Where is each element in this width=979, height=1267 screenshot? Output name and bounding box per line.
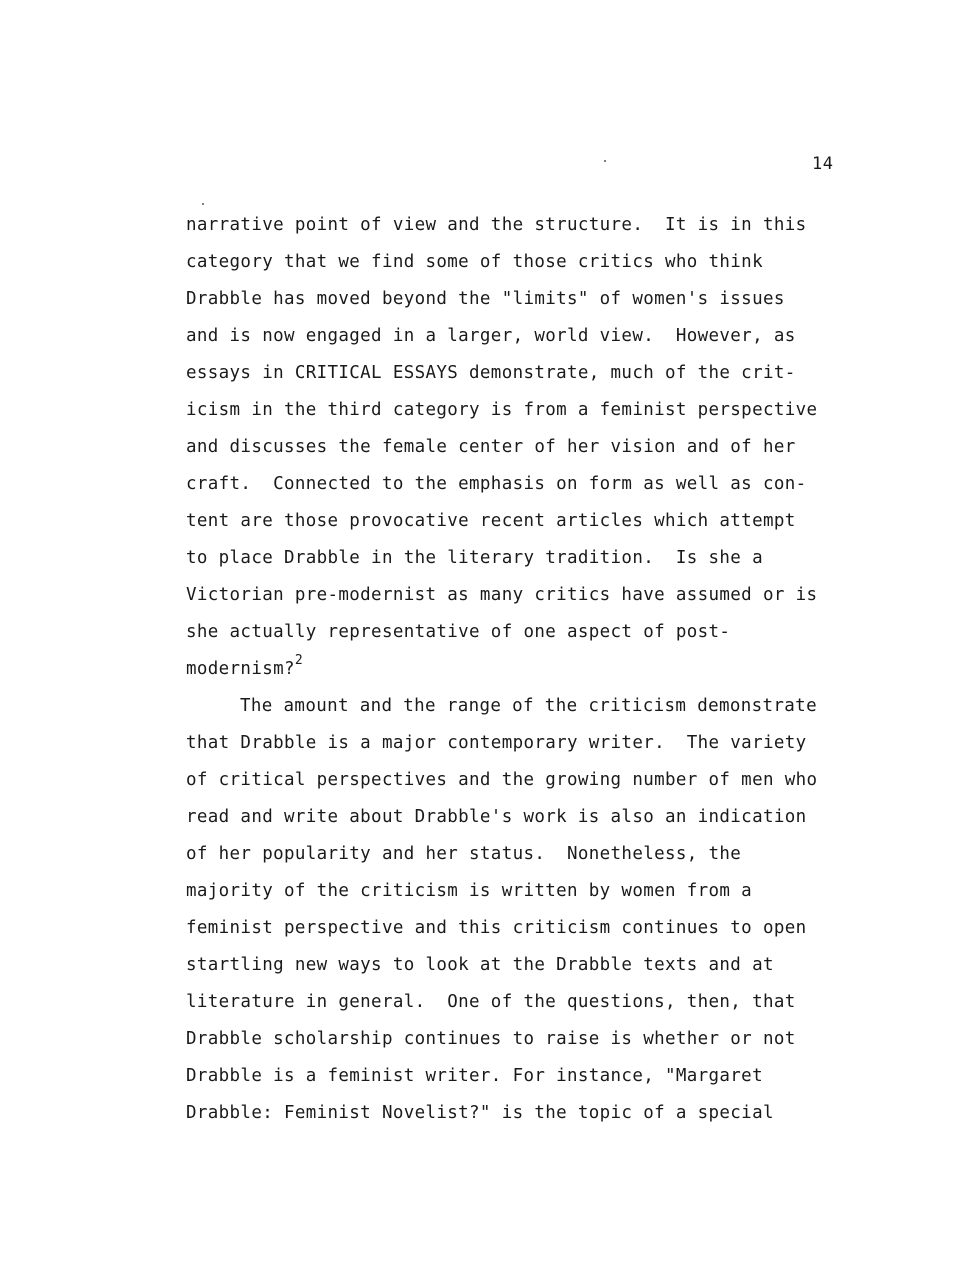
text-line-with-footnote	[186, 651, 866, 688]
text-line: essays in CRITICAL ESSAYS demonstrate, much of the crit-	[186, 363, 796, 383]
text-line: she actually representative of one aspect of post-	[186, 622, 731, 642]
text-line: and discusses the female center of her vision and of her	[186, 437, 796, 457]
scan-speck	[604, 160, 606, 162]
text-line-fragment: modernism?	[186, 659, 295, 679]
text-line: majority of the criticism is written by women from a	[186, 881, 753, 901]
text-line: literature in general. One of the questions, then, that	[186, 992, 796, 1012]
footnote-reference: 2	[294, 653, 304, 668]
text-line: category that we find some of those critics who think	[186, 252, 763, 272]
scan-speck	[202, 203, 204, 205]
text-line: tent are those provocative recent articles which attempt	[186, 511, 796, 531]
text-line: Drabble: Feminist Novelist?" is the topic of a special	[186, 1103, 774, 1123]
paragraph-start-line: The amount and the range of the criticism demonstrate	[240, 696, 817, 716]
text-line: icism in the third category is from a feminist perspective	[186, 400, 818, 420]
text-line: startling new ways to look at the Drabble texts and at	[186, 955, 774, 975]
text-line: and is now engaged in a larger, world view. However, as	[186, 326, 796, 346]
text-line: Drabble is a feminist writer. For instance, "Margaret	[186, 1066, 763, 1086]
text-line: narrative point of view and the structure. It is in this	[186, 215, 807, 235]
body-text	[186, 207, 866, 1132]
text-line: that Drabble is a major contemporary writer. The variety	[186, 733, 807, 753]
text-line: feminist perspective and this criticism continues to open	[186, 918, 807, 938]
text-line: Drabble scholarship continues to raise is whether or not	[186, 1029, 796, 1049]
text-line: of critical perspectives and the growing number of men who	[186, 770, 818, 790]
page-number: 14	[812, 154, 834, 174]
text-line: Drabble has moved beyond the "limits" of women's issues	[186, 289, 785, 309]
text-line: read and write about Drabble's work is also an indication	[186, 807, 807, 827]
text-line: Victorian pre-modernist as many critics have assumed or is	[186, 585, 818, 605]
text-line: craft. Connected to the emphasis on form as well as con-	[186, 474, 807, 494]
text-line: of her popularity and her status. Nonetheless, the	[186, 844, 742, 864]
text-line: to place Drabble in the literary tradition. Is she a	[186, 548, 763, 568]
